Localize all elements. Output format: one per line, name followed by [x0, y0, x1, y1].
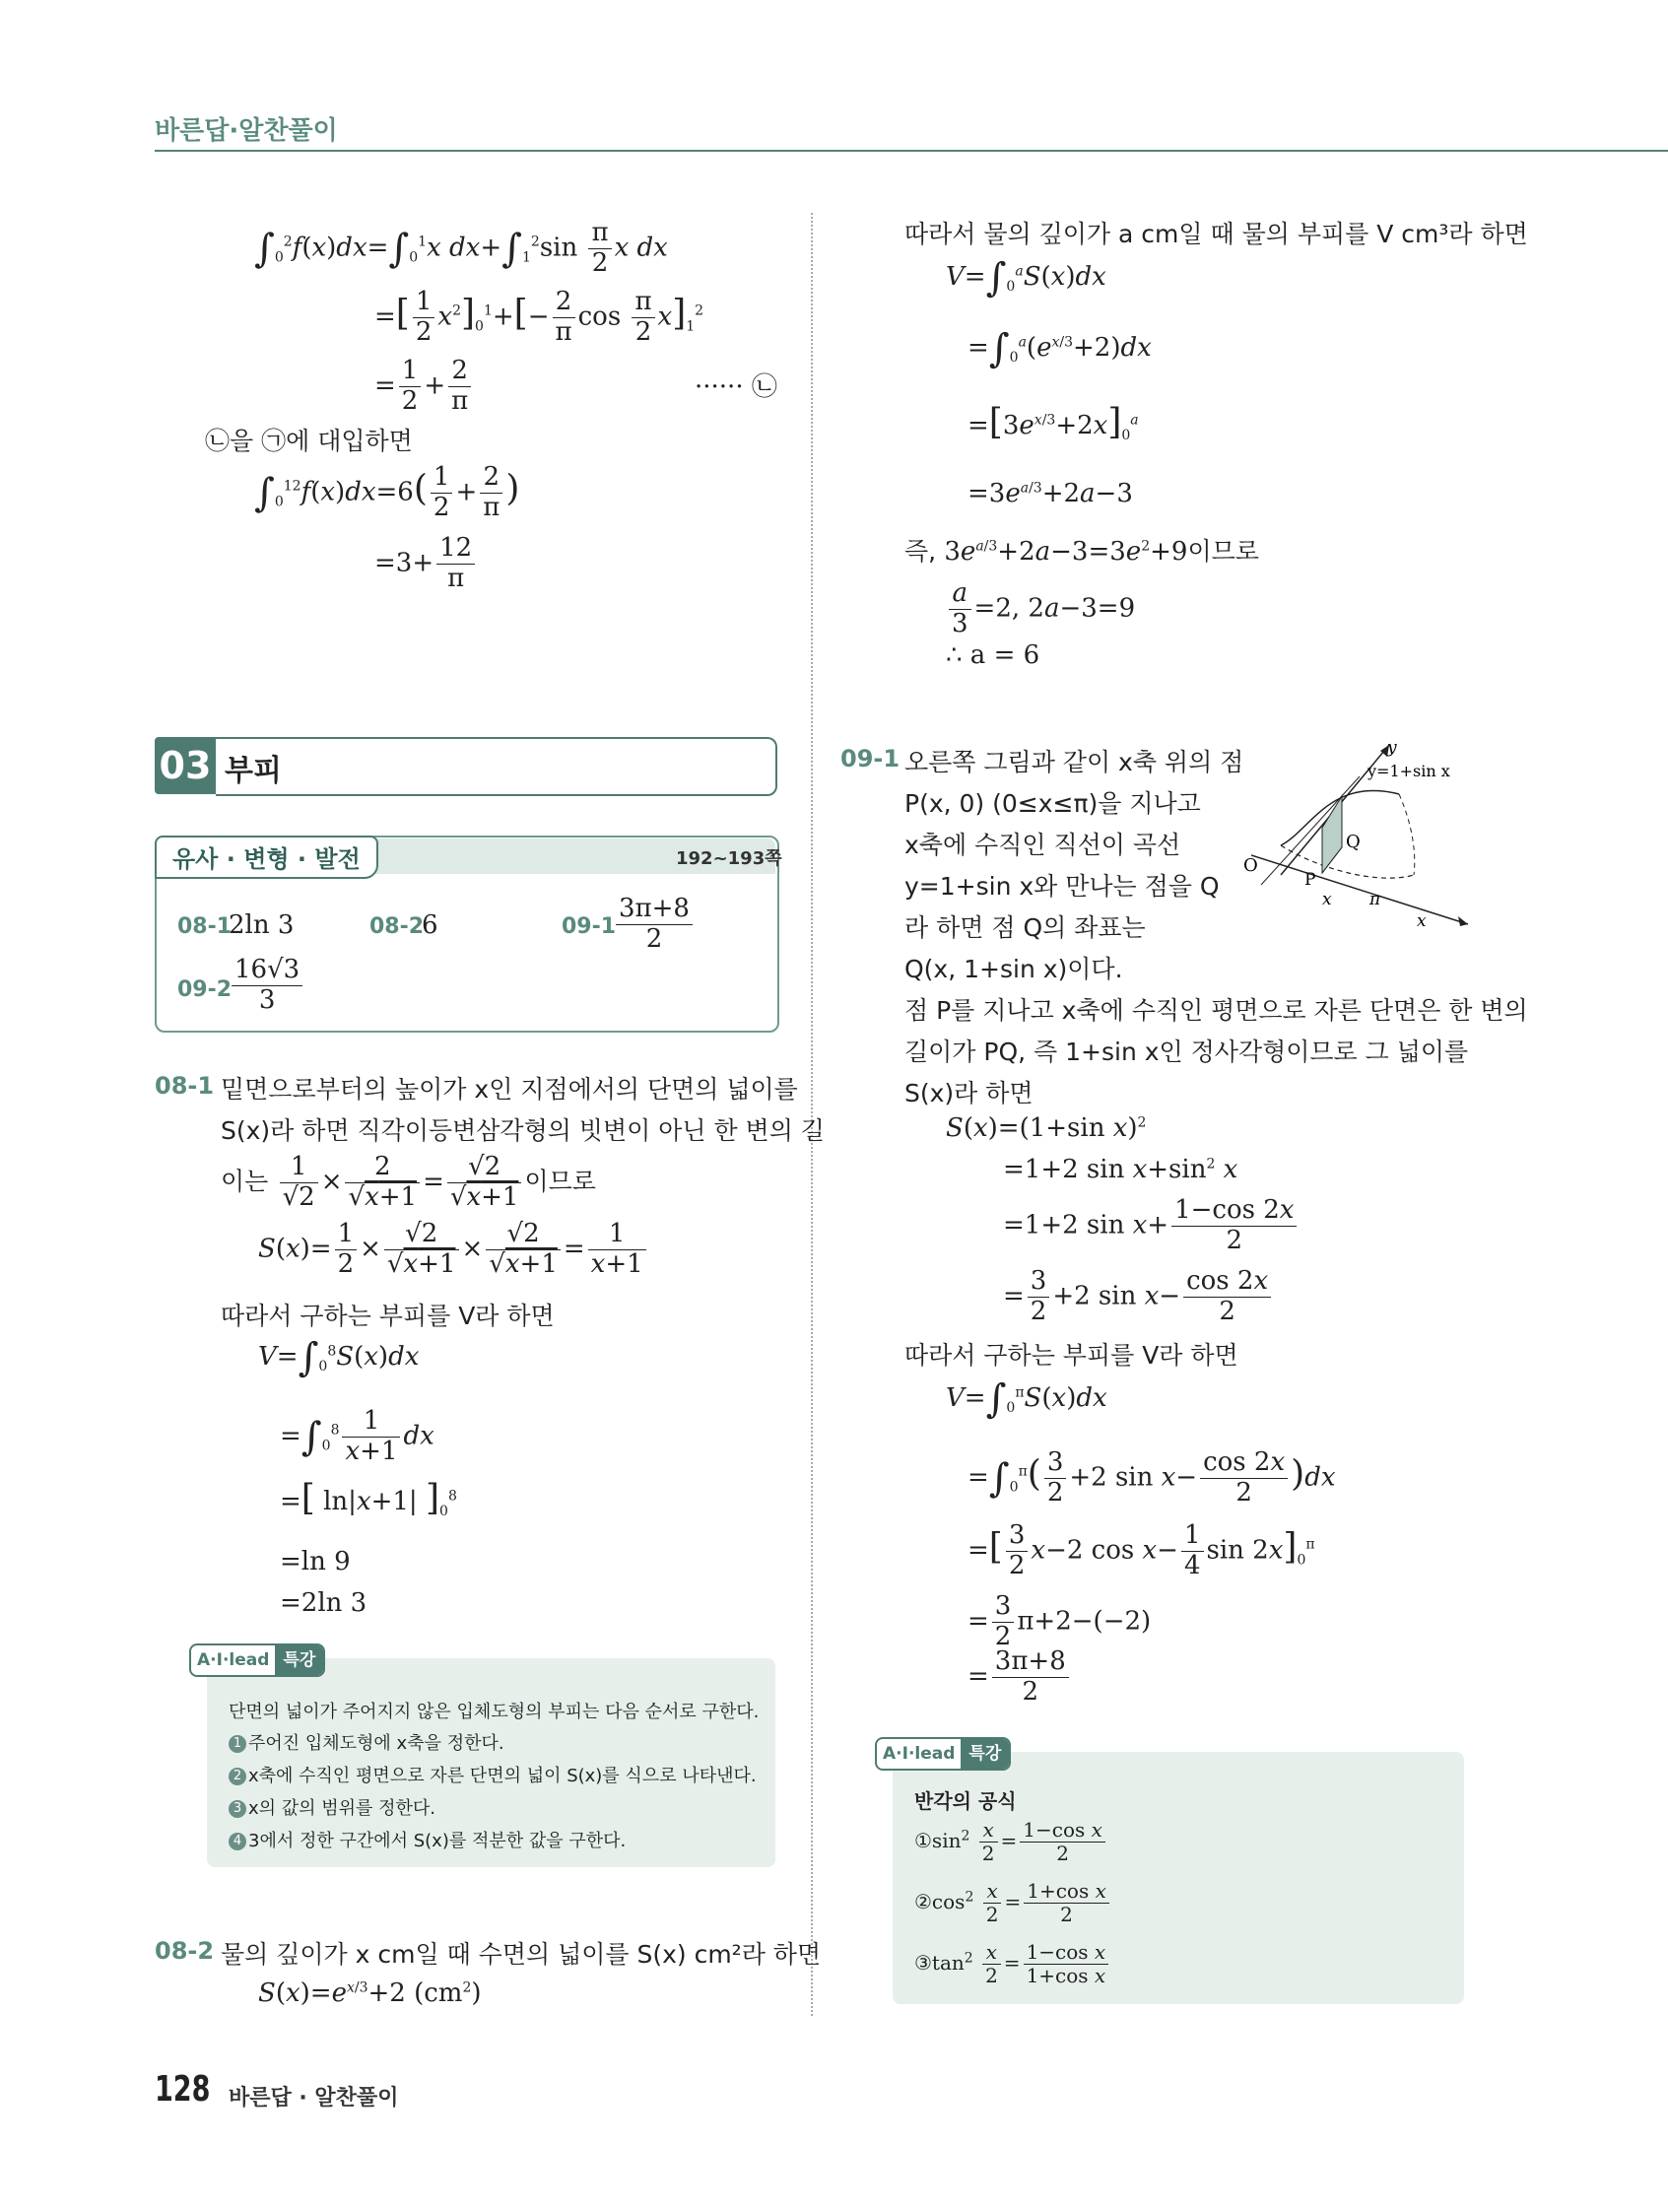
p091-eq-S2: =1+2 $\sin x+\sin^2$ x	[1003, 1155, 1238, 1184]
figure-label-O: O	[1243, 855, 1258, 876]
p082-eq-S: $S(x)=e^{x/3}+2$ $(cm^2)$	[258, 1978, 482, 2008]
p091-eq-S4: = $\frac{3}{2}$ +2 sin x− $\frac{\cos 2x}{2}$	[1003, 1267, 1274, 1327]
left-eq-3: = $\frac{1}{2}$ + $\frac{2}{\pi}$	[374, 357, 474, 417]
p091-text-8: 길이가 PQ, 즉 1+sin x인 정사각형이므로 그 넓이를	[904, 1038, 1469, 1066]
p091-eq-V1: $V=\int_0^\pi S(x)dx$	[946, 1376, 1107, 1422]
p081-eq-V3: =[ ln|x+1| ]$_0^8$	[280, 1478, 457, 1520]
right-eq-3: $=[3e^{x/3}+2x]_0^a$	[967, 402, 1139, 444]
right-eq-4: $=3e^{a/3}+2a-3$	[967, 479, 1133, 508]
problem-label-08-1: 08-1	[155, 1072, 215, 1100]
problem-label-08-2: 08-2	[155, 1937, 215, 1965]
figure-label-curve: y=1+sin x	[1368, 762, 1450, 780]
right-eq-2: $=\int_0^a(e^{x/3}+2)dx$	[967, 326, 1152, 371]
answer-label-08-1: 08-1	[177, 914, 233, 939]
p091-eq-V4: = $\frac{3}{2}$ π+2−(−2)	[967, 1591, 1152, 1651]
p081-eq-V4: =ln 9	[280, 1547, 351, 1576]
answer-label-09-1: 09-1	[562, 914, 617, 939]
p081-eq-V1: $V=\int_0^8S(x)dx$	[258, 1335, 420, 1380]
p091-text-2: P(x, 0) (0≤x≤π)을 지나고	[904, 789, 1201, 818]
left-eq-5: =3+ $\frac{12}{\pi}$	[374, 534, 478, 594]
p091-text-1: 오른쪽 그림과 같이 x축 위의 점	[904, 748, 1244, 776]
answer-page-range: 192~193쪽	[676, 848, 782, 869]
section-title: 부피	[225, 754, 282, 788]
problem-label-09-1: 09-1	[840, 745, 901, 772]
right-eq-7: ∴ a = 6	[946, 640, 1040, 670]
answer-value-08-2: 6	[422, 910, 438, 940]
section-title-box	[216, 737, 777, 796]
tip2-formula-3: $③\tan^2$ $\frac{x}{2}$ = $\frac{\text{1−cos x}}{\text{1+cos x}}$	[914, 1941, 1111, 1987]
right-text-1: 따라서 물의 깊이가 a cm일 때 물의 부피를 V cm³라 하면	[904, 220, 1528, 248]
p081-eq-V5: =2ln 3	[280, 1588, 367, 1618]
p081-text-2: S(x)라 하면 직각이등변삼각형의 빗변이 아닌 한 변의 길	[221, 1116, 825, 1145]
tip2-formula-2: $②\cos^2$ $\frac{x}{2}$ = $\frac{\text{1+cos x}}{2}$	[914, 1880, 1112, 1926]
p091-text-6: Q(x, 1+sin x)이다.	[904, 955, 1123, 983]
volume-figure	[1241, 737, 1478, 939]
figure-label-y: y	[1387, 738, 1397, 758]
p091-eq-S3: =1+2 sin x+ $\frac{1-\cos 2x}{2}$	[1003, 1196, 1300, 1256]
tip1-step-1: 1 주어진 입체도형에 x축을 정한다.	[229, 1729, 504, 1755]
tip1-step-3: 3 x의 값의 범위를 정한다.	[229, 1794, 435, 1820]
header-divider	[155, 150, 1668, 152]
section-number: 03	[155, 737, 216, 794]
p081-text-3: 이는 $\frac{1}{√2}$ × $\frac{2}{√x+1}$ = $\frac{√2}{√x+1}$ 이므로	[221, 1152, 596, 1212]
figure-x-axis	[1251, 855, 1468, 924]
p091-eq-V5: = $\frac{3\pi+8}{2}$	[967, 1647, 1072, 1708]
tip-badge-1: A·I·lead 특강	[189, 1643, 325, 1677]
figure-label-x-tick: x	[1322, 890, 1332, 909]
answer-value-09-2: $\frac{16√3}{3}$	[229, 956, 305, 1016]
figure-x-arrow	[1458, 916, 1468, 926]
left-text-substitute: ㉡을 ㉠에 대입하면	[205, 427, 413, 455]
tip1-intro: 단면의 넓이가 주어지지 않은 입체도형의 부피는 다음 순서로 구한다.	[229, 1702, 760, 1722]
tip-badge-2: A·I·lead 특강	[875, 1737, 1011, 1771]
answer-value-09-1: $\frac{3\pi+8}{2}$	[613, 895, 696, 955]
p091-eq-V3: =[ $\frac{3}{2}$ x−2 cos x− $\frac{1}{4}$ $\sin 2x]_0^\pi$	[967, 1520, 1315, 1580]
figure-base-edge	[1261, 776, 1360, 885]
footer-title: 바른답 · 알찬풀이	[229, 2086, 399, 2111]
answer-label-08-2: 08-2	[369, 914, 425, 939]
answer-tab-label: 유사 · 변형 · 발전	[172, 845, 361, 873]
tip1-step-4: 4 3에서 정한 구간에서 S(x)를 적분한 값을 구한다.	[229, 1827, 626, 1852]
p091-eq-V2: $=\int_0^\pi$( $\frac{3}{2}$ +2 sin x− $\frac{\cos 2x}{2}$ )dx	[967, 1447, 1336, 1508]
right-eq-1: $V=\int_0^aS(x)dx$	[946, 255, 1106, 301]
equation-mark-b: ······ ㉡	[695, 372, 777, 402]
p091-text-7: 점 P를 지나고 x축에 수직인 평면으로 자른 단면은 한 변의	[904, 996, 1528, 1025]
p091-text-5: 라 하면 점 Q의 좌표는	[904, 913, 1146, 942]
page-number: 128	[155, 2069, 211, 2110]
p081-eq-V2: $=\int_0^8$ $\frac{1}{x+1}$ dx	[280, 1406, 434, 1466]
right-eq-6: $\frac{a}{3}$ =2, 2a−3=9	[946, 579, 1135, 639]
figure-label-pi: π	[1369, 890, 1381, 909]
p082-text-1: 물의 깊이가 x cm일 때 수면의 넓이를 S(x) cm²라 하면	[221, 1940, 822, 1969]
left-eq-1: $\int_0^2f(x)dx=\int_0^1x$ $dx+\int_1^2\sin$ $\frac{\pi}{2}$ x dx	[254, 218, 668, 278]
answer-label-09-2: 09-2	[177, 977, 233, 1002]
p091-text-9: S(x)라 하면	[904, 1079, 1034, 1107]
tip1-step-2: 2 x축에 수직인 평면으로 자른 단면의 넓이 S(x)를 식으로 나타낸다.	[229, 1762, 757, 1787]
p091-text-3: x축에 수직인 직선이 곡선	[904, 831, 1181, 859]
p091-eq-S1: S(x)=(1+sin x)$^2$	[946, 1113, 1147, 1143]
right-eq-5: 즉, $3e^{a/3}+2a-3=3e^2+9$이므로	[904, 537, 1259, 567]
tip2-formula-1: $①\sin^2$ $\frac{x}{2}$ = $\frac{\text{1−cos x}}{2}$	[914, 1819, 1108, 1865]
figure-label-P: P	[1304, 870, 1316, 890]
p081-eq-S: S(x)= $\frac{1}{2}$ × $\frac{√2}{√x+1}$ × $\frac{√2}{√x+1}$ = $\frac{1}{x+1}$	[258, 1220, 649, 1280]
p091-text-4: y=1+sin x와 만나는 점을 Q	[904, 872, 1220, 901]
answer-value-08-1: 2ln 3	[229, 910, 295, 940]
left-eq-2: =[ $\frac{1}{2}$ $x^2]_0^1+[-$ $\frac{2}{\pi}$ cos $\frac{\pi}{2}$ $x]_1^2$	[374, 287, 704, 347]
figure-side-dash	[1399, 794, 1415, 875]
p091-text-10: 따라서 구하는 부피를 V라 하면	[904, 1341, 1238, 1370]
left-eq-4: $\int_0^{12}f(x)dx=6$( $\frac{1}{2}$ + $\frac{2}{\pi}$ )	[254, 462, 520, 522]
p081-text-5: 따라서 구하는 부피를 V라 하면	[221, 1302, 555, 1330]
figure-label-Q: Q	[1346, 832, 1361, 852]
page-header-title: 바른답·알찬풀이	[155, 116, 338, 146]
figure-label-x-axis: x	[1417, 911, 1427, 931]
p081-text-1: 밑면으로부터의 높이가 x인 지점에서의 단면의 넓이를	[221, 1075, 798, 1104]
tip2-title: 반각의 공식	[914, 1789, 1017, 1813]
